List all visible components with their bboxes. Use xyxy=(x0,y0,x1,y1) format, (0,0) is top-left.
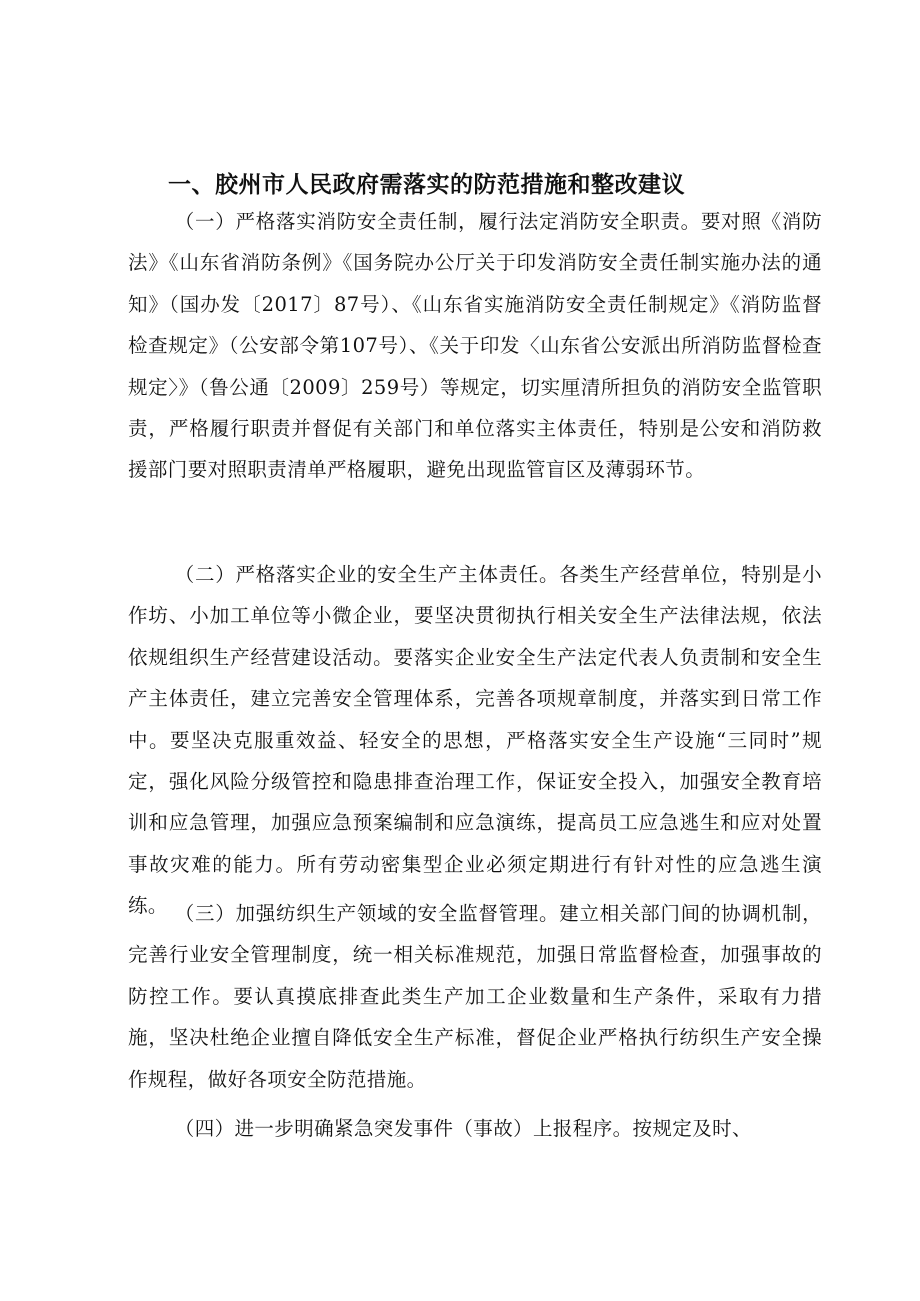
section-heading: 一、胶州市人民政府需落实的防范措施和整改建议 xyxy=(168,172,685,198)
paragraph-3: （三）加强纺织生产领域的安全监督管理。建立相关部门间的协调机制，完善行业安全管理制度，统一相关标准规范，加强日常监督检查，加强事故的防控工作。要认真摸底排查此类生产加工企业数量和生产条件，采取有力措施，坚决杜绝企业擅自降低安全生产标准，督促企业严格执行纺织生产安全操作规程，做好各项安全防范措施。 xyxy=(128,902,822,1091)
paragraph-4: （四）进一步明确紧急突发事件（事故）上报程序。按规定及时、 xyxy=(174,1117,752,1140)
paragraph-2: （二）严格落实企业的安全生产主体责任。各类生产经营单位，特别是小作坊、小加工单位等小微企业，要坚决贯彻执行相关安全生产法律法规，依法依规组织生产经营建设活动。要落实企业安全生产法定代表人负责制和安全生产主体责任，建立完善安全管理体系，完善各项规章制度，并落实到日常工作中。要坚决克服重效益、轻安全的思想，严格落实安全生产设施“三同时”规定，强化风险分级管控和隐患排查治理工作，保证安全投入，加强安全教育培训和应急管理，加强应急预案编制和应急演练，提高员工应急逃生和应对处置事故灾难的能力。所有劳动密集型企业必须定期进行有针对性的应急逃生演练。 xyxy=(128,563,822,918)
paragraph-1: （一）严格落实消防安全责任制，履行法定消防安全职责。要对照《消防法》《山东省消防条例》《国务院办公厅关于印发消防安全责任制实施办法的通知》（国办发〔2017〕87号）、《山东省实施消防安全责任制规定》《消防监督检查规定》（公安部令第107号）、《关于印发〈山东省公安派出所消防监督检查规定〉》（鲁公通〔2009〕259号）等规定，切实厘清所担负的消防安全监管职责，严格履行职责并督促有关部门和单位落实主体责任，特别是公安和消防救援部门要对照职责清单严格履职，避免出现监管盲区及薄弱环节。 xyxy=(128,210,822,482)
